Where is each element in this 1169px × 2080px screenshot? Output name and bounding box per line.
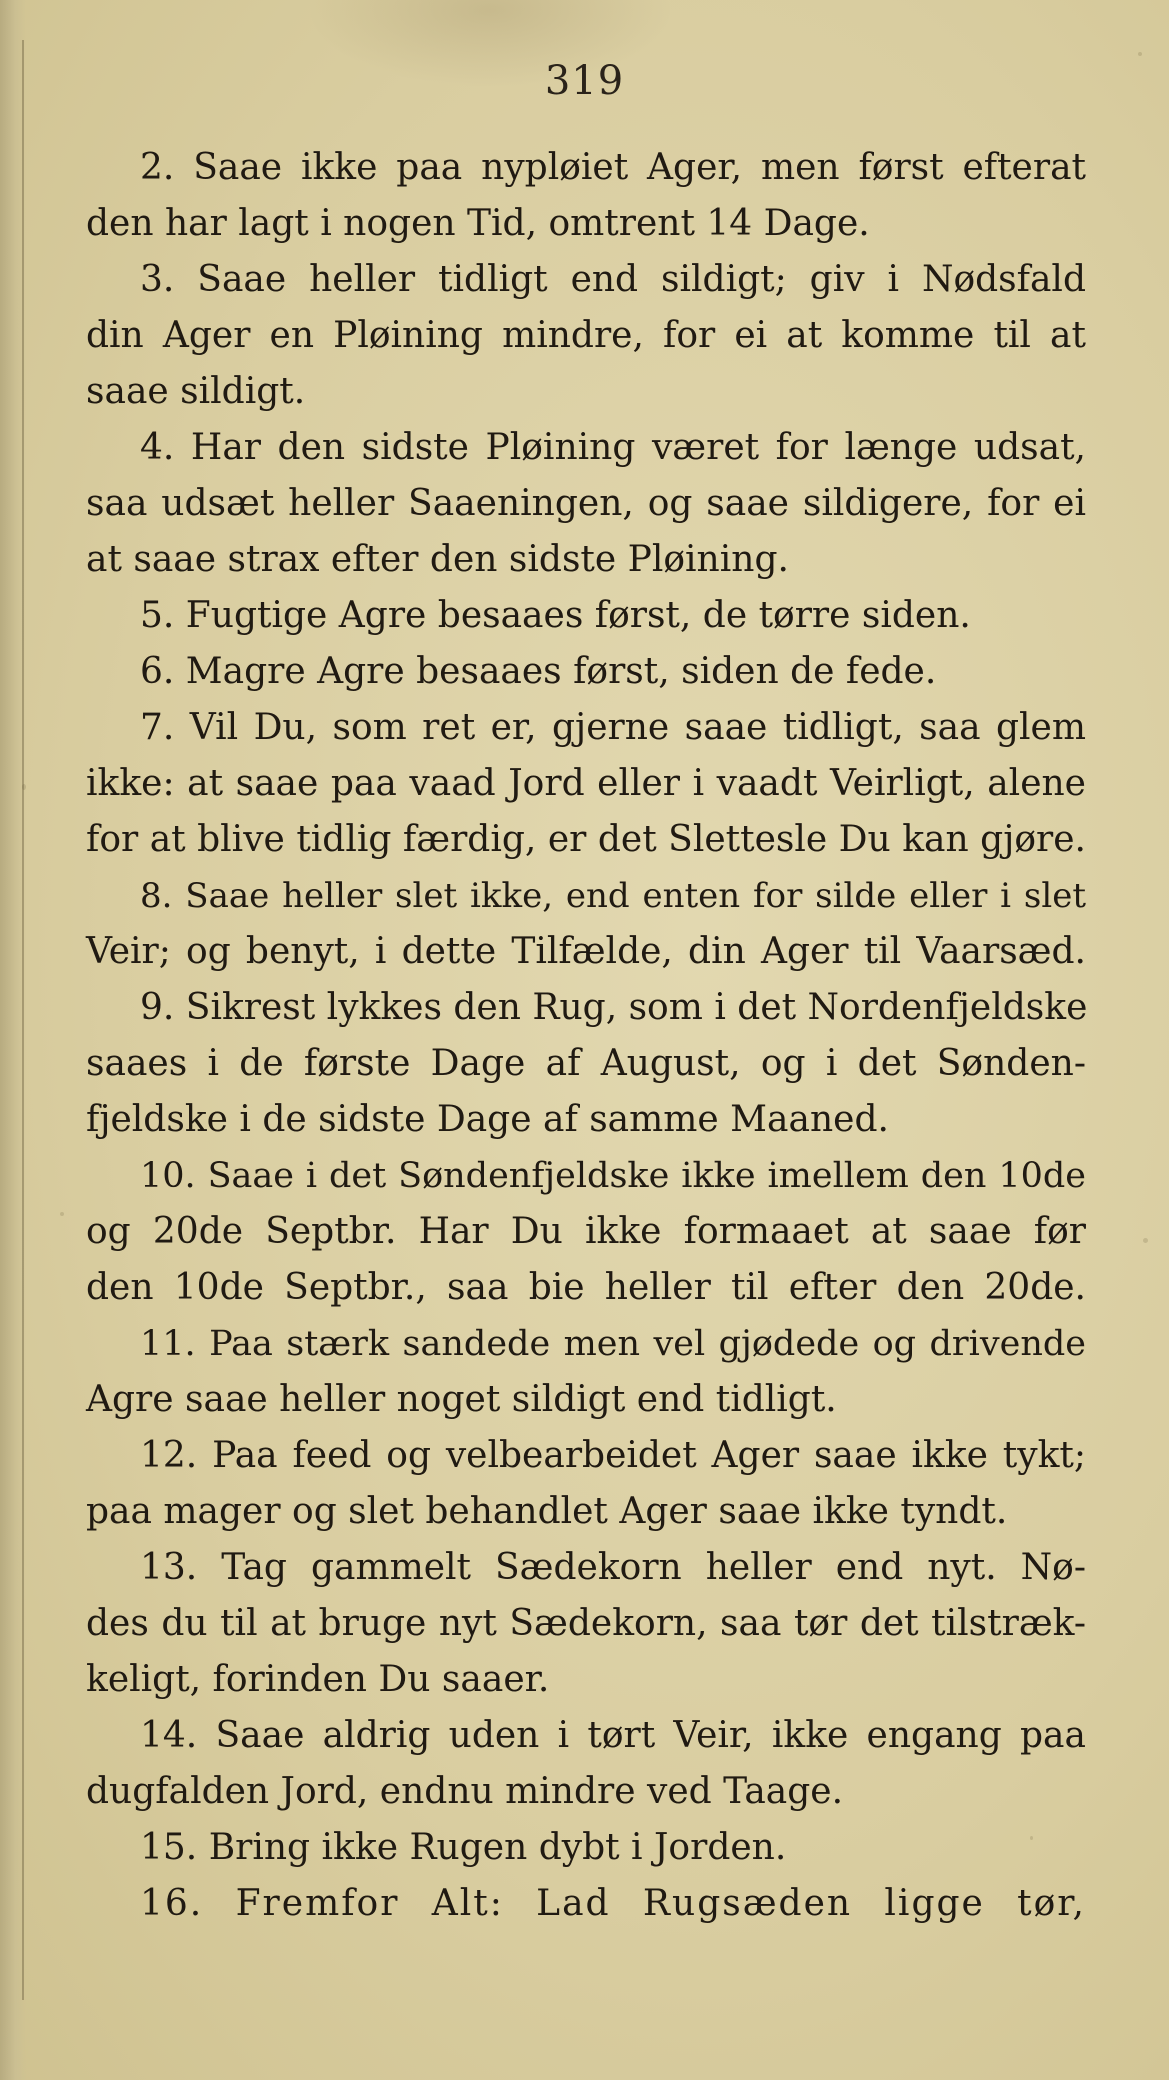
text-line: 6. Magre Agre besaaes først, siden de fede. <box>140 651 937 692</box>
text-line: paa mager og slet behandlet Ager saae ikke tyndt. <box>86 1491 1008 1532</box>
text-line: 4. Har den sidste Pløining været for længe udsat, <box>140 427 1086 468</box>
text-line: 15. Bring ikke Rugen dybt i Jorden. <box>140 1827 787 1868</box>
page-number: 319 <box>544 58 625 104</box>
text-line: Veir; og benyt, i dette Tilfælde, din Ager til Vaarsæd. <box>86 931 1086 972</box>
text-line: 3. Saae heller tidligt end sildigt; giv i Nødsfald <box>140 259 1086 300</box>
text-line: 14. Saae aldrig uden i tørt Veir, ikke engang paa <box>140 1715 1086 1756</box>
text-line: saaes i de første Dage af August, og i det Sønden- <box>86 1043 1086 1084</box>
text-line: for at blive tidlig færdig, er det Slettesle Du kan gjøre. <box>86 819 1086 860</box>
paper-speck <box>1138 52 1142 56</box>
paper-speck <box>1143 1238 1148 1243</box>
text-line: keligt, forinden Du saaer. <box>86 1659 550 1700</box>
text-line: dugfalden Jord, endnu mindre ved Taage. <box>86 1771 844 1812</box>
page-body-text <box>86 140 1086 1932</box>
text-line: ikke: at saae paa vaad Jord eller i vaadt Veirligt, alene <box>86 763 1086 804</box>
text-line: den har lagt i nogen Tid, omtrent 14 Dage. <box>86 203 870 244</box>
paper-speck <box>60 1212 64 1216</box>
text-line: at saae strax efter den sidste Pløining. <box>86 539 789 580</box>
text-line: 2. Saae ikke paa nypløiet Ager, men først efterat <box>140 147 1086 188</box>
text-line: saa udsæt heller Saaeningen, og saae sildigere, for ei <box>86 483 1086 524</box>
text-line: og 20de Septbr. Har Du ikke formaaet at saae før <box>86 1211 1086 1252</box>
text-line: 11. Paa stærk sandede men vel gjødede og drivende <box>140 1324 1086 1364</box>
text-line: 10. Saae i det Søndenfjeldske ikke imellem den 10de <box>140 1156 1086 1196</box>
text-line: din Ager en Pløining mindre, for ei at komme til at <box>86 315 1086 356</box>
text-line: 16. Fremfor Alt: Lad Rugsæden ligge tør, <box>140 1883 1086 1924</box>
text-line: 12. Paa feed og velbearbeidet Ager saae ikke tykt; <box>140 1435 1086 1476</box>
text-line: Agre saae heller noget sildigt end tidligt. <box>86 1379 837 1420</box>
text-line: fjeldske i de sidste Dage af samme Maaned. <box>86 1099 889 1140</box>
text-line: 13. Tag gammelt Sædekorn heller end nyt. Nø- <box>140 1547 1086 1588</box>
text-line: des du til at bruge nyt Sædekorn, saa tør det tilstræk- <box>86 1603 1086 1644</box>
text-line: den 10de Septbr., saa bie heller til efter den 20de. <box>86 1267 1086 1308</box>
text-line: 8. Saae heller slet ikke, end enten for silde eller i slet <box>140 876 1086 916</box>
text-line: 9. Sikrest lykkes den Rug, som i det Nordenfjeldske <box>140 987 1088 1028</box>
text-line: 5. Fugtige Agre besaaes først, de tørre siden. <box>140 595 971 636</box>
text-line: saae sildigt. <box>86 371 306 412</box>
page-binding-line <box>22 40 24 2000</box>
text-line: 7. Vil Du, som ret er, gjerne saae tidligt, saa glem <box>140 707 1086 748</box>
paper-speck <box>22 784 26 790</box>
